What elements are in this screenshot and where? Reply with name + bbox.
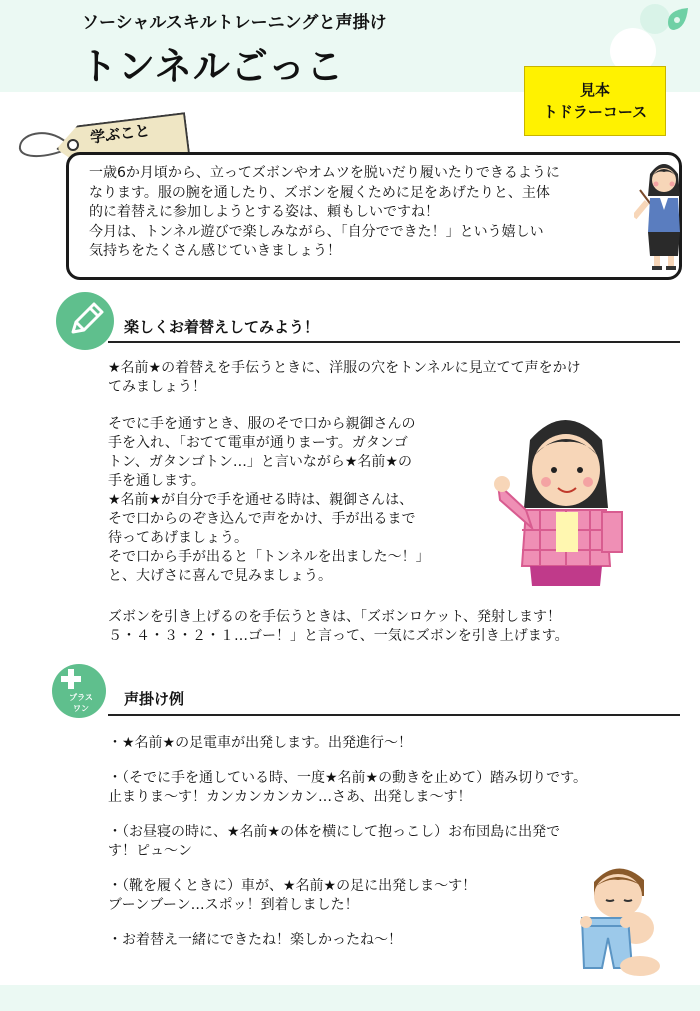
section1-body-line: そで口から手が出ると「トンネルを出ました〜！」 <box>108 549 430 565</box>
section2-title: 声掛け例 <box>124 690 185 708</box>
example-item <box>108 734 668 753</box>
section1-body-line: ★名前★が自分で手を通せる時は、親御さんは、 <box>108 492 414 508</box>
section1-outro-line: ズボンを引き上げるのを手伝うときは、「ズボンロケット、発射します！ <box>108 609 562 625</box>
example-line: ・★名前★の足電車が出発します。出発進行〜！ <box>108 735 412 751</box>
section1-body-line: 手を入れ、「おてて電車が通りまーす。ガタンゴ <box>108 435 408 451</box>
section1-body-line: 手を通します。 <box>108 473 205 489</box>
section1-outro <box>108 608 688 646</box>
teacher-illustration <box>634 154 694 272</box>
page-title: トンネルごっこ <box>80 45 345 88</box>
example-line: ・（そでに手を通している時、一度★名前★の動きを止めて）踏み切りです。 <box>108 770 587 786</box>
section1-body-line: と、大げさに喜んで見みましょう。 <box>108 568 332 584</box>
example-line: ・お着替え一緒にできたね！楽しかったね〜！ <box>108 932 402 948</box>
sample-badge-line2: トドラーコース <box>542 103 648 121</box>
learn-line: 的に着替えに参加しようとする姿は、頼もしいですね！ <box>89 204 439 220</box>
example-line: す！ピュ〜ン <box>108 843 192 859</box>
girl-dressing-illustration <box>490 400 640 588</box>
learn-line: 気持ちをたくさん感じていきましょう！ <box>89 243 341 259</box>
section1-body-line: そでに手を通すとき、服のそで口から親御さんの <box>108 416 416 432</box>
sample-badge <box>524 66 666 136</box>
section1-intro <box>108 359 688 397</box>
learn-line: 今月は、トンネル遊びで楽しみながら、「自分でできた！」という嬉しい <box>89 223 544 240</box>
section1-body-line: そで口からのぞき込んで声をかけ、手が出るまで <box>108 511 416 527</box>
pencil-icon <box>56 292 114 350</box>
learn-tag-label: 学ぶこと <box>89 121 151 147</box>
drop-icon <box>660 4 694 38</box>
section1-outro-line: ５・４・３・２・１…ゴー！」と言って、一気にズボンを引き上げます。 <box>108 628 569 644</box>
example-item <box>108 769 668 807</box>
pencil-section-icon <box>56 292 114 350</box>
section1-title: 楽しくお着替えしてみよう！ <box>124 318 320 336</box>
section1-intro-line: ★名前★の着替えを手伝うときに、洋服の穴をトンネルに見立てて声をかけ <box>108 360 581 376</box>
example-line: ブーンブーン…スポッ！到着しました！ <box>108 897 359 913</box>
section1-intro-line: てみましょう！ <box>108 379 206 395</box>
plus-one-label <box>66 692 96 714</box>
learn-line: なります。服の腕を通したり、ズボンを履くために足をあげたりと、主体 <box>89 184 550 201</box>
learn-line: 一歳6か月頃から、立ってズボンやオムツを脱いだり履いたりできるように <box>89 165 560 181</box>
section1-body-line: トン、ガタンゴトン…」と言いながら★名前★の <box>108 454 412 470</box>
section2-divider <box>108 714 680 716</box>
sample-badge-line1: 見本 <box>579 81 610 99</box>
example-line: ・（靴を履くときに）車が、★名前★の足に出発しま〜す！ <box>108 878 477 894</box>
section1-divider <box>108 341 680 343</box>
baby-pants-illustration <box>572 856 668 984</box>
footer-band <box>0 985 700 1011</box>
example-line: 止まりま〜す！カンカンカンカン…さあ、出発しま〜す！ <box>108 789 472 805</box>
section1-body-line: 待ってあげましょう。 <box>108 530 248 546</box>
example-line: ・（お昼寝の時に、★名前★の体を横にして抱っこし）お布団島に出発で <box>108 824 561 840</box>
learn-box <box>66 152 682 280</box>
section1-body <box>108 415 488 586</box>
page-kicker: ソーシャルスキルトレーニングと声掛け <box>82 13 387 33</box>
plus-one-label-line: プラス <box>69 693 93 702</box>
plus-one-label-line: ワン <box>73 704 89 713</box>
tag-hole-icon <box>67 139 79 151</box>
